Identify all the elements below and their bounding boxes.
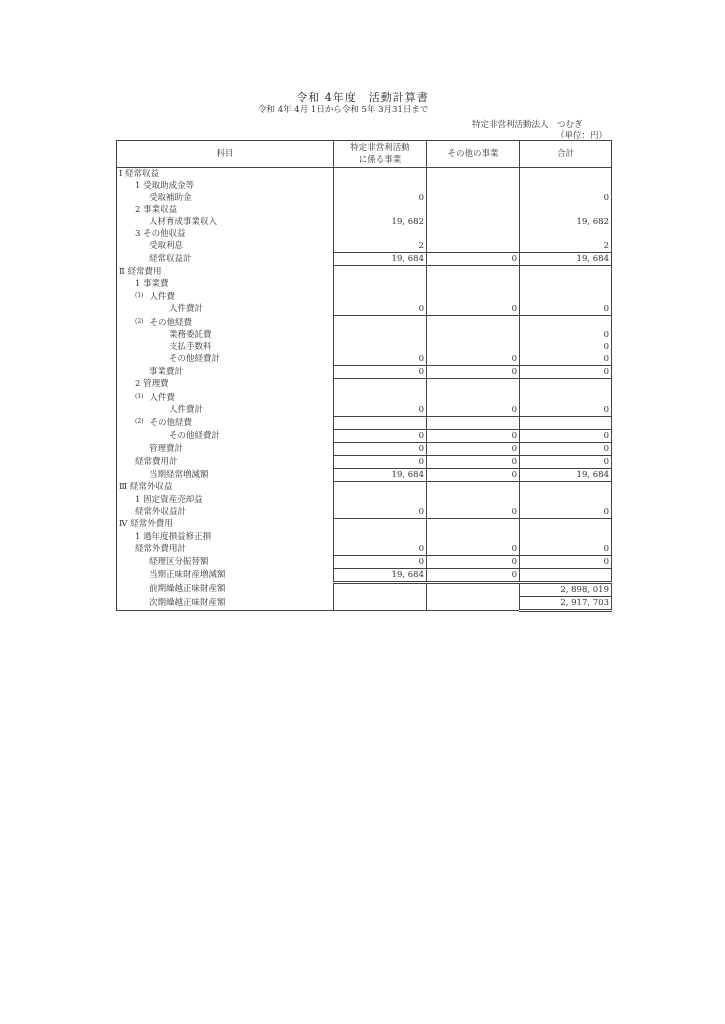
- cell-npo: 0: [334, 506, 427, 519]
- cell-npo: 0: [334, 429, 427, 442]
- table-row: [117, 192, 612, 204]
- cell-total: 2, 898, 019: [520, 582, 612, 596]
- cell-other: 0: [427, 455, 520, 468]
- row-label: [117, 341, 334, 353]
- cell-total: [520, 416, 612, 429]
- row-label-text: 経常外費用計: [135, 543, 187, 554]
- cell-total: 19, 684: [520, 468, 612, 481]
- row-label-text: 経常収益計: [149, 254, 192, 264]
- row-label: [117, 429, 334, 442]
- cell-total: 19, 682: [520, 216, 612, 228]
- table-row: [117, 518, 612, 531]
- cell-npo: [334, 329, 427, 341]
- row-label: [117, 180, 334, 192]
- table-row: [117, 353, 612, 366]
- row-label: [117, 494, 334, 506]
- table-row: [117, 506, 612, 519]
- table-row: [117, 240, 612, 253]
- table-row: [117, 329, 612, 341]
- cell-npo: 0: [334, 404, 427, 417]
- row-label-text: 経常外収益計: [135, 506, 187, 517]
- table-row: [117, 404, 612, 417]
- cell-npo: 19, 682: [334, 216, 427, 228]
- cell-npo: [334, 494, 427, 506]
- cell-other: [427, 240, 520, 253]
- cell-other: [427, 596, 520, 610]
- table-row: [117, 582, 612, 596]
- row-label: [117, 391, 334, 404]
- row-marker: (1): [135, 292, 144, 299]
- cell-total: [520, 391, 612, 404]
- cell-total: 0: [520, 404, 612, 417]
- table-row: [117, 290, 612, 303]
- row-label: [117, 168, 334, 181]
- table-row: [117, 303, 612, 316]
- cell-other: [427, 290, 520, 303]
- table-row: [117, 596, 612, 610]
- cell-total: 19, 684: [520, 253, 612, 266]
- cell-npo: [334, 391, 427, 404]
- col-total-header: 合計: [520, 141, 612, 168]
- row-label: [117, 596, 334, 610]
- cell-other: [427, 481, 520, 494]
- cell-npo: 2: [334, 240, 427, 253]
- row-label: [117, 416, 334, 429]
- cell-npo: [334, 481, 427, 494]
- row-label-text: 受取補助金: [149, 193, 192, 203]
- row-marker: (1): [135, 392, 144, 400]
- cell-total: [520, 568, 612, 582]
- row-label-text: 3 その他収益: [135, 229, 186, 239]
- row-label: [117, 278, 334, 290]
- cell-npo: [334, 228, 427, 240]
- row-label-text: その他経費: [149, 418, 193, 428]
- row-label-text: 1 過年度損益修正損: [135, 531, 212, 542]
- row-label-text: 業務委託費: [169, 329, 212, 340]
- cell-other: [427, 180, 520, 192]
- cell-npo: [334, 290, 427, 303]
- cell-total: [520, 168, 612, 181]
- row-label: [117, 378, 334, 391]
- table-row: [117, 468, 612, 481]
- row-label: [117, 582, 334, 596]
- fiscal-period: 令和 4年 4月 1日から令和 5年 3月31日まで: [258, 105, 429, 115]
- row-label: [117, 468, 334, 481]
- cell-total: [520, 494, 612, 506]
- table-row: [117, 316, 612, 329]
- cell-total: 2: [520, 240, 612, 253]
- cell-total: [520, 531, 612, 543]
- cell-other: [427, 341, 520, 353]
- row-label: [117, 216, 334, 228]
- cell-npo: [334, 266, 427, 279]
- table-row: [117, 391, 612, 404]
- cell-other: [427, 216, 520, 228]
- cell-total: 0: [520, 341, 612, 353]
- row-label: [117, 228, 334, 240]
- table-row: [117, 429, 612, 442]
- row-label-text: 当期正味財産増減額: [149, 570, 226, 580]
- cell-npo: [334, 316, 427, 329]
- cell-npo: 19, 684: [334, 253, 427, 266]
- cell-total: 0: [520, 365, 612, 378]
- cell-total: 0: [520, 353, 612, 366]
- row-label: [117, 481, 334, 494]
- cell-npo: [334, 180, 427, 192]
- table-row: [117, 266, 612, 279]
- cell-other: [427, 278, 520, 290]
- row-label: [117, 442, 334, 455]
- cell-npo: 19, 684: [334, 568, 427, 582]
- row-label-text: 2 管理費: [135, 379, 169, 390]
- cell-total: 0: [520, 543, 612, 556]
- table-header-row: [117, 141, 612, 168]
- cell-other: 0: [427, 442, 520, 455]
- table-row: [117, 494, 612, 506]
- row-label: [117, 555, 334, 568]
- cell-npo: 0: [334, 455, 427, 468]
- cell-other: [427, 378, 520, 391]
- row-label: [117, 404, 334, 417]
- row-label-text: 事業費計: [149, 366, 184, 377]
- cell-npo: 19, 684: [334, 468, 427, 481]
- cell-total: [520, 180, 612, 192]
- cell-total: 0: [520, 329, 612, 341]
- row-label-text: 前期繰越正味財産額: [149, 584, 226, 594]
- cell-other: 0: [427, 543, 520, 556]
- cell-npo: [334, 596, 427, 610]
- cell-npo: 0: [334, 353, 427, 366]
- cell-npo: [334, 416, 427, 429]
- row-label: [117, 543, 334, 556]
- cell-other: [427, 329, 520, 341]
- table-row: [117, 204, 612, 216]
- cell-npo: 0: [334, 303, 427, 316]
- row-label-text: Ⅰ 経常収益: [119, 169, 160, 179]
- table-row: [117, 378, 612, 391]
- cell-other: 0: [427, 506, 520, 519]
- table-row: [117, 253, 612, 266]
- row-label-text: その他経費計: [169, 353, 221, 364]
- cell-total: [520, 518, 612, 531]
- activity-statement-table: [116, 140, 612, 612]
- col-npo-header: [334, 141, 427, 168]
- row-label: [117, 506, 334, 519]
- row-marker: (2): [135, 317, 144, 325]
- row-label: [117, 329, 334, 341]
- cell-total: [520, 228, 612, 240]
- row-label-text: 人材育成事業収入: [149, 217, 218, 227]
- table-row: [117, 555, 612, 568]
- table-row: [117, 481, 612, 494]
- row-label-text: 人件費: [149, 392, 176, 403]
- cell-total: [520, 290, 612, 303]
- cell-npo: [334, 341, 427, 353]
- row-label-text: 経常費用計: [135, 456, 178, 467]
- cell-npo: 0: [334, 543, 427, 556]
- row-label-text: その他経費計: [169, 430, 221, 441]
- row-label: [117, 290, 334, 303]
- row-label-text: 1 事業費: [135, 279, 169, 289]
- cell-other: [427, 228, 520, 240]
- table-row: [117, 216, 612, 228]
- cell-npo: 0: [334, 192, 427, 204]
- cell-total: 0: [520, 303, 612, 316]
- col-other-header: その他の事業: [427, 141, 520, 168]
- row-label-text: 1 受取助成金等: [135, 181, 195, 191]
- cell-other: 0: [427, 253, 520, 266]
- table-row: [117, 365, 612, 378]
- cell-other: [427, 531, 520, 543]
- row-label-text: 人件費計: [169, 304, 204, 315]
- row-label: [117, 353, 334, 366]
- document-title: 令和 4年度 活動計算書: [296, 91, 429, 104]
- row-label: [117, 518, 334, 531]
- cell-other: 0: [427, 429, 520, 442]
- currency-unit: （単位：円）: [556, 131, 608, 141]
- row-label: [117, 253, 334, 266]
- cell-other: [427, 494, 520, 506]
- cell-npo: 0: [334, 365, 427, 378]
- col-npo-header-line1: 特定非営利活動: [350, 143, 410, 153]
- cell-npo: [334, 278, 427, 290]
- cell-other: [427, 416, 520, 429]
- table-row: [117, 455, 612, 468]
- row-label-text: 1 固定資産売却益: [135, 494, 203, 505]
- cell-npo: [334, 204, 427, 216]
- row-label-text: 当期経常増減額: [149, 469, 209, 480]
- row-label-text: 支払手数料: [169, 341, 212, 352]
- row-label: [117, 192, 334, 204]
- cell-total: [520, 204, 612, 216]
- row-label: [117, 240, 334, 253]
- col-item-header: 科目: [117, 141, 334, 168]
- row-label-text: Ⅲ 経常外収益: [119, 482, 173, 493]
- cell-npo: 0: [334, 555, 427, 568]
- cell-total: 0: [520, 442, 612, 455]
- cell-total: 0: [520, 555, 612, 568]
- cell-npo: [334, 378, 427, 391]
- row-label-text: 人件費計: [169, 404, 204, 415]
- row-label-text: Ⅱ 経常費用: [119, 266, 162, 277]
- cell-other: [427, 266, 520, 279]
- cell-total: 2, 917, 703: [520, 596, 612, 610]
- row-label-text: 次期繰越正味財産額: [149, 597, 226, 608]
- table-row: [117, 278, 612, 290]
- col-npo-header-line2: に係る事業: [358, 155, 402, 165]
- row-label-text: Ⅳ 経常外費用: [119, 519, 173, 530]
- cell-other: [427, 192, 520, 204]
- table-row: [117, 180, 612, 192]
- row-label: [117, 316, 334, 329]
- cell-other: [427, 582, 520, 596]
- table-row: [117, 531, 612, 543]
- row-label: [117, 204, 334, 216]
- row-label: [117, 531, 334, 543]
- cell-total: [520, 278, 612, 290]
- cell-other: 0: [427, 353, 520, 366]
- cell-other: [427, 316, 520, 329]
- cell-npo: [334, 582, 427, 596]
- cell-total: 0: [520, 506, 612, 519]
- cell-other: 0: [427, 303, 520, 316]
- row-label-text: 2 事業収益: [135, 205, 178, 215]
- cell-other: 0: [427, 404, 520, 417]
- cell-other: 0: [427, 568, 520, 582]
- table-row: [117, 416, 612, 429]
- cell-total: [520, 266, 612, 279]
- row-label-text: 人件費: [149, 292, 176, 302]
- row-label: [117, 455, 334, 468]
- row-marker: (2): [135, 418, 144, 425]
- cell-npo: [334, 168, 427, 181]
- table-row: [117, 543, 612, 556]
- cell-other: [427, 518, 520, 531]
- cell-other: 0: [427, 468, 520, 481]
- cell-total: [520, 316, 612, 329]
- cell-other: 0: [427, 555, 520, 568]
- row-label-text: 管理費計: [149, 443, 184, 454]
- cell-other: [427, 168, 520, 181]
- cell-total: [520, 378, 612, 391]
- table-row: [117, 442, 612, 455]
- cell-other: 0: [427, 365, 520, 378]
- row-label: [117, 303, 334, 316]
- cell-npo: [334, 518, 427, 531]
- table-row: [117, 341, 612, 353]
- row-label: [117, 365, 334, 378]
- cell-npo: 0: [334, 442, 427, 455]
- cell-total: 0: [520, 455, 612, 468]
- row-label: [117, 568, 334, 582]
- row-label-text: 受取利息: [149, 241, 184, 252]
- organization-name: 特定非営利活動法人 つむぎ: [472, 120, 583, 130]
- cell-total: 0: [520, 192, 612, 204]
- cell-other: [427, 391, 520, 404]
- table-row: [117, 228, 612, 240]
- cell-npo: [334, 531, 427, 543]
- table-row: [117, 168, 612, 181]
- row-label-text: その他経費: [149, 317, 193, 328]
- cell-total: [520, 481, 612, 494]
- cell-total: 0: [520, 429, 612, 442]
- row-label-text: 経理区分振替額: [149, 556, 209, 567]
- table-row: [117, 568, 612, 582]
- row-label: [117, 266, 334, 279]
- cell-other: [427, 204, 520, 216]
